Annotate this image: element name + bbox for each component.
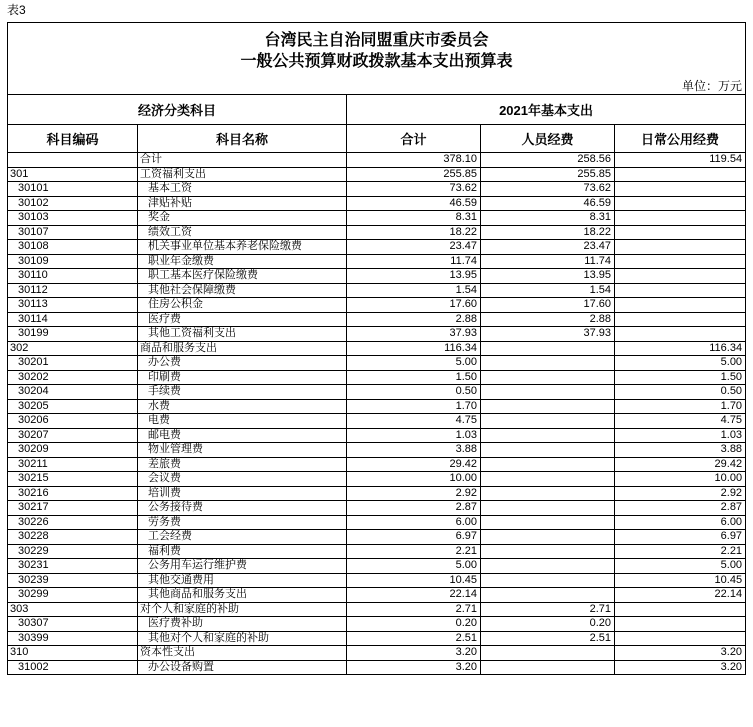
- budget-table: [7, 22, 746, 675]
- cell-code: 30206: [8, 414, 138, 429]
- table-row: [8, 327, 746, 342]
- cell-code: 30307: [8, 617, 138, 632]
- cell-personnel: 1.54: [481, 283, 615, 298]
- cell-daily: [615, 269, 746, 284]
- cell-code: 30108: [8, 240, 138, 255]
- cell-daily: [615, 182, 746, 197]
- cell-name: 会议费: [138, 472, 347, 487]
- cell-total: 3.20: [347, 660, 481, 675]
- cell-name: 物业管理费: [138, 443, 347, 458]
- cell-daily: [615, 327, 746, 342]
- cell-daily: 2.87: [615, 501, 746, 516]
- table-row: [8, 240, 746, 255]
- cell-total: 2.71: [347, 602, 481, 617]
- cell-daily: 5.00: [615, 356, 746, 371]
- cell-personnel: 13.95: [481, 269, 615, 284]
- table-row: [8, 646, 746, 661]
- cell-code: 30299: [8, 588, 138, 603]
- cell-personnel: 37.93: [481, 327, 615, 342]
- page-title-line2: 一般公共预算财政拨款基本支出预算表: [240, 53, 513, 70]
- group-header-row: [8, 95, 746, 125]
- table-row: [8, 588, 746, 603]
- cell-personnel: 255.85: [481, 167, 615, 182]
- cell-personnel: 11.74: [481, 254, 615, 269]
- cell-code: 30211: [8, 457, 138, 472]
- cell-code: 30103: [8, 211, 138, 226]
- cell-name: 工资福利支出: [138, 167, 347, 182]
- cell-personnel: [481, 515, 615, 530]
- cell-code: 302: [8, 341, 138, 356]
- cell-code: 30201: [8, 356, 138, 371]
- cell-daily: [615, 617, 746, 632]
- table-row: [8, 602, 746, 617]
- cell-total: 1.54: [347, 283, 481, 298]
- table-row: [8, 283, 746, 298]
- cell-personnel: [481, 414, 615, 429]
- cell-total: 2.21: [347, 544, 481, 559]
- cell-personnel: 2.71: [481, 602, 615, 617]
- cell-code: 30114: [8, 312, 138, 327]
- cell-name: 福利费: [138, 544, 347, 559]
- cell-name: 其他商品和服务支出: [138, 588, 347, 603]
- cell-daily: 2.21: [615, 544, 746, 559]
- cell-personnel: [481, 646, 615, 661]
- cell-code: 30228: [8, 530, 138, 545]
- cell-name: 差旅费: [138, 457, 347, 472]
- cell-personnel: [481, 385, 615, 400]
- cell-daily: 0.50: [615, 385, 746, 400]
- cell-code: 30109: [8, 254, 138, 269]
- cell-daily: 6.00: [615, 515, 746, 530]
- cell-total: 17.60: [347, 298, 481, 313]
- cell-code: 30113: [8, 298, 138, 313]
- title-block: [8, 23, 746, 95]
- cell-total: 0.50: [347, 385, 481, 400]
- table-row: [8, 298, 746, 313]
- cell-daily: [615, 631, 746, 646]
- cell-total: 11.74: [347, 254, 481, 269]
- cell-total: 6.97: [347, 530, 481, 545]
- column-header-daily: 日常公用经费: [615, 125, 746, 153]
- cell-name: 其他工资福利支出: [138, 327, 347, 342]
- cell-total: 2.92: [347, 486, 481, 501]
- table-row: [8, 269, 746, 284]
- cell-code: 30216: [8, 486, 138, 501]
- cell-total: 6.00: [347, 515, 481, 530]
- cell-code: 301: [8, 167, 138, 182]
- cell-code: 30226: [8, 515, 138, 530]
- table-row: [8, 196, 746, 211]
- cell-total: 22.14: [347, 588, 481, 603]
- cell-daily: [615, 312, 746, 327]
- cell-personnel: [481, 501, 615, 516]
- table-row: [8, 356, 746, 371]
- column-header-code: 科目编码: [8, 125, 138, 153]
- cell-personnel: [481, 559, 615, 574]
- table-row: [8, 414, 746, 429]
- cell-daily: 1.50: [615, 370, 746, 385]
- cell-name: 绩效工资: [138, 225, 347, 240]
- cell-daily: 1.03: [615, 428, 746, 443]
- cell-daily: [615, 196, 746, 211]
- cell-personnel: 46.59: [481, 196, 615, 211]
- cell-personnel: 2.88: [481, 312, 615, 327]
- cell-daily: [615, 283, 746, 298]
- column-header-personnel: 人员经费: [481, 125, 615, 153]
- cell-total: 46.59: [347, 196, 481, 211]
- cell-total: 3.20: [347, 646, 481, 661]
- cell-daily: 2.92: [615, 486, 746, 501]
- cell-personnel: [481, 573, 615, 588]
- cell-total: 2.51: [347, 631, 481, 646]
- cell-name: 其他社会保障缴费: [138, 283, 347, 298]
- cell-total: 3.88: [347, 443, 481, 458]
- cell-name: 奖金: [138, 211, 347, 226]
- cell-total: 1.03: [347, 428, 481, 443]
- table-row: [8, 341, 746, 356]
- table-row: [8, 660, 746, 675]
- title-row: [8, 23, 746, 95]
- cell-code: 30231: [8, 559, 138, 574]
- cell-code: 30101: [8, 182, 138, 197]
- cell-name: 其他对个人和家庭的补助: [138, 631, 347, 646]
- cell-total: 37.93: [347, 327, 481, 342]
- cell-total: 10.45: [347, 573, 481, 588]
- unit-note: 单位：万元: [682, 79, 743, 93]
- cell-daily: 4.75: [615, 414, 746, 429]
- table-row: [8, 631, 746, 646]
- cell-total: 255.85: [347, 167, 481, 182]
- cell-daily: [615, 254, 746, 269]
- cell-name: 机关事业单位基本养老保险缴费: [138, 240, 347, 255]
- page-title-line1: 台湾民主自治同盟重庆市委员会: [264, 32, 489, 49]
- cell-personnel: [481, 544, 615, 559]
- cell-total: 378.10: [347, 153, 481, 168]
- cell-personnel: [481, 472, 615, 487]
- cell-daily: 119.54: [615, 153, 746, 168]
- cell-name: 办公费: [138, 356, 347, 371]
- cell-name: 手续费: [138, 385, 347, 400]
- cell-daily: 5.00: [615, 559, 746, 574]
- cell-name: 合计: [138, 153, 347, 168]
- column-header-row: [8, 125, 746, 153]
- cell-daily: 29.42: [615, 457, 746, 472]
- column-header-total: 合计: [347, 125, 481, 153]
- table-row: [8, 617, 746, 632]
- cell-daily: 10.00: [615, 472, 746, 487]
- cell-total: 73.62: [347, 182, 481, 197]
- cell-name: 办公设备购置: [138, 660, 347, 675]
- cell-name: 印刷费: [138, 370, 347, 385]
- cell-total: 8.31: [347, 211, 481, 226]
- cell-total: 2.88: [347, 312, 481, 327]
- cell-personnel: 8.31: [481, 211, 615, 226]
- cell-total: 10.00: [347, 472, 481, 487]
- cell-daily: 3.20: [615, 660, 746, 675]
- cell-personnel: [481, 341, 615, 356]
- table-row: [8, 153, 746, 168]
- cell-total: 1.70: [347, 399, 481, 414]
- cell-personnel: [481, 428, 615, 443]
- cell-daily: 6.97: [615, 530, 746, 545]
- cell-personnel: [481, 530, 615, 545]
- table-row: [8, 472, 746, 487]
- cell-code: 30112: [8, 283, 138, 298]
- cell-personnel: 0.20: [481, 617, 615, 632]
- table-row: [8, 573, 746, 588]
- cell-personnel: 2.51: [481, 631, 615, 646]
- cell-personnel: [481, 457, 615, 472]
- table-body: [8, 153, 746, 675]
- cell-total: 1.50: [347, 370, 481, 385]
- cell-personnel: [481, 370, 615, 385]
- cell-daily: [615, 240, 746, 255]
- cell-personnel: [481, 399, 615, 414]
- cell-daily: [615, 298, 746, 313]
- table-row: [8, 515, 746, 530]
- cell-total: 29.42: [347, 457, 481, 472]
- cell-daily: [615, 211, 746, 226]
- cell-daily: 22.14: [615, 588, 746, 603]
- cell-name: 电费: [138, 414, 347, 429]
- cell-code: 30217: [8, 501, 138, 516]
- cell-total: 116.34: [347, 341, 481, 356]
- cell-name: 职业年金缴费: [138, 254, 347, 269]
- cell-total: 4.75: [347, 414, 481, 429]
- table-row: [8, 167, 746, 182]
- cell-total: 18.22: [347, 225, 481, 240]
- cell-name: 基本工资: [138, 182, 347, 197]
- table-row: [8, 312, 746, 327]
- cell-code: 30199: [8, 327, 138, 342]
- table-row: [8, 370, 746, 385]
- cell-name: 培训费: [138, 486, 347, 501]
- cell-code: 30399: [8, 631, 138, 646]
- cell-personnel: 73.62: [481, 182, 615, 197]
- cell-code: 30107: [8, 225, 138, 240]
- cell-name: 商品和服务支出: [138, 341, 347, 356]
- cell-total: 23.47: [347, 240, 481, 255]
- table-row: [8, 385, 746, 400]
- cell-code: 30229: [8, 544, 138, 559]
- table-row: [8, 443, 746, 458]
- table-row: [8, 457, 746, 472]
- cell-name: 津贴补贴: [138, 196, 347, 211]
- cell-personnel: [481, 486, 615, 501]
- cell-code: [8, 153, 138, 168]
- table-row: [8, 501, 746, 516]
- cell-name: 公务用车运行维护费: [138, 559, 347, 574]
- table-row: [8, 544, 746, 559]
- header-economic-classification: 经济分类科目: [8, 95, 347, 125]
- table-row: [8, 399, 746, 414]
- cell-code: 30202: [8, 370, 138, 385]
- cell-total: 5.00: [347, 559, 481, 574]
- cell-name: 劳务费: [138, 515, 347, 530]
- cell-personnel: 258.56: [481, 153, 615, 168]
- cell-total: 5.00: [347, 356, 481, 371]
- cell-total: 2.87: [347, 501, 481, 516]
- cell-daily: 3.20: [615, 646, 746, 661]
- table-row: [8, 211, 746, 226]
- cell-daily: 10.45: [615, 573, 746, 588]
- cell-code: 310: [8, 646, 138, 661]
- sheet-tag: 表3: [7, 3, 26, 17]
- cell-code: 30209: [8, 443, 138, 458]
- cell-personnel: 18.22: [481, 225, 615, 240]
- cell-name: 公务接待费: [138, 501, 347, 516]
- table-row: [8, 254, 746, 269]
- column-header-name: 科目名称: [138, 125, 347, 153]
- cell-daily: 116.34: [615, 341, 746, 356]
- cell-name: 其他交通费用: [138, 573, 347, 588]
- cell-name: 医疗费补助: [138, 617, 347, 632]
- cell-name: 住房公积金: [138, 298, 347, 313]
- cell-code: 31002: [8, 660, 138, 675]
- cell-personnel: [481, 356, 615, 371]
- table-row: [8, 428, 746, 443]
- cell-personnel: 17.60: [481, 298, 615, 313]
- cell-name: 邮电费: [138, 428, 347, 443]
- cell-code: 30102: [8, 196, 138, 211]
- table-row: [8, 225, 746, 240]
- cell-personnel: [481, 443, 615, 458]
- cell-name: 资本性支出: [138, 646, 347, 661]
- cell-code: 30205: [8, 399, 138, 414]
- cell-daily: [615, 602, 746, 617]
- cell-code: 30204: [8, 385, 138, 400]
- cell-total: 13.95: [347, 269, 481, 284]
- cell-name: 对个人和家庭的补助: [138, 602, 347, 617]
- table-row: [8, 559, 746, 574]
- cell-code: 30215: [8, 472, 138, 487]
- cell-daily: [615, 225, 746, 240]
- cell-total: 0.20: [347, 617, 481, 632]
- cell-code: 303: [8, 602, 138, 617]
- cell-code: 30207: [8, 428, 138, 443]
- table-row: [8, 182, 746, 197]
- table-row: [8, 486, 746, 501]
- table-row: [8, 530, 746, 545]
- cell-daily: [615, 167, 746, 182]
- cell-name: 工会经费: [138, 530, 347, 545]
- cell-personnel: [481, 588, 615, 603]
- cell-name: 职工基本医疗保险缴费: [138, 269, 347, 284]
- cell-personnel: [481, 660, 615, 675]
- cell-code: 30239: [8, 573, 138, 588]
- cell-name: 水费: [138, 399, 347, 414]
- cell-daily: 1.70: [615, 399, 746, 414]
- cell-personnel: 23.47: [481, 240, 615, 255]
- header-2021-basic-expenditure: 2021年基本支出: [347, 95, 746, 125]
- cell-daily: 3.88: [615, 443, 746, 458]
- cell-code: 30110: [8, 269, 138, 284]
- cell-name: 医疗费: [138, 312, 347, 327]
